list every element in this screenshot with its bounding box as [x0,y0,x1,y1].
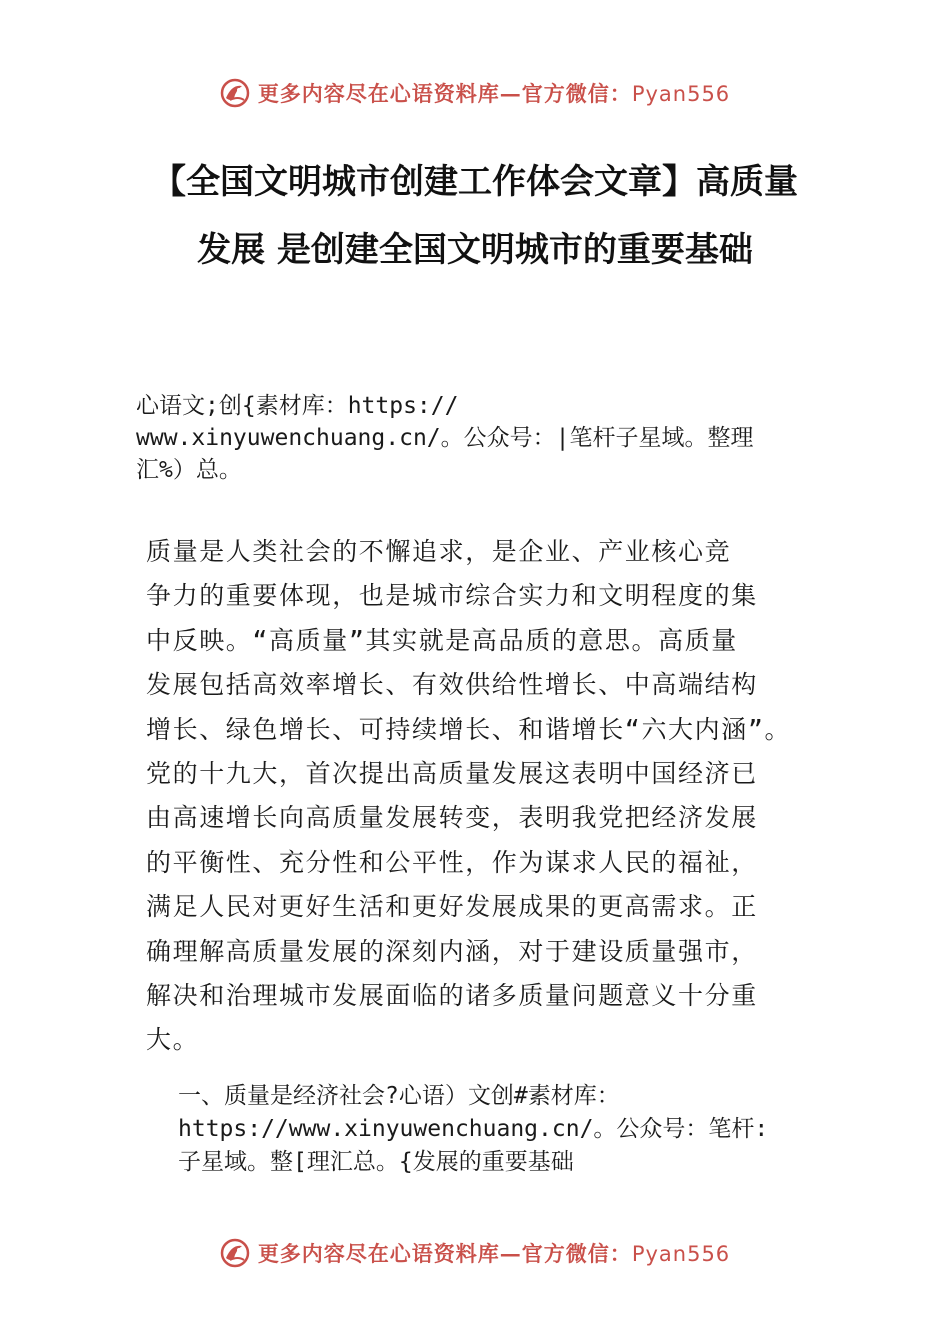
red-swirl-logo-icon [220,78,250,108]
body-line: 由高速增长向高质量发展转变，表明我党把经济发展 [146,803,758,833]
section-line-3: 子星域。整[理汇总。{发展的重要基础 [178,1149,574,1175]
document-title [110,148,840,284]
body-line: 争力的重要体现，也是城市综合实力和文明程度的集 [146,581,758,611]
body-line: 党的十九大，首次提出高质量发展这表明中国经济已 [146,759,758,789]
footer-banner-text [258,1238,730,1268]
intro-line-1: 心语文;创{素材库：https:// [136,393,459,419]
header-banner [0,73,950,113]
title-line-2: 发展 是创建全国文明城市的重要基础 [197,230,753,270]
header-banner-text [258,78,730,108]
body-line: 中反映。“高质量”其实就是高品质的意思。高质量 [146,625,738,655]
footer-banner-handle: Pyan556 [631,1242,731,1266]
red-swirl-logo-icon [220,1238,250,1268]
body-line: 满足人民对更好生活和更好发展成果的更高需求。正 [146,892,758,922]
section-heading [178,1080,838,1179]
footer-banner [0,1233,950,1273]
body-line: 增长、绿色增长、可持续增长、和谐增长“六大内涵”。 [146,714,792,744]
body-line: 确理解高质量发展的深刻内涵，对于建设质量强市， [146,936,758,966]
intro-line-3: 汇%）总。 [136,457,242,483]
header-banner-label: 更多内容尽在心语资料库—官方微信： [257,81,632,106]
intro-line-2: www.xinyuwenchuang.cn/。公众号：|笔杆子星域。整理 [136,425,754,451]
header-banner-handle: Pyan556 [631,82,731,106]
section-line-2: https://www.xinyuwenchuang.cn/。公众号：笔杆: [178,1116,769,1142]
body-line: 解决和治理城市发展面临的诸多质量问题意义十分重 [146,981,758,1011]
body-paragraph [146,530,816,1063]
section-line-1: 一、质量是经济社会?心语）文创#素材库： [178,1083,620,1109]
intro-source-note [136,390,846,486]
body-line: 发展包括高效率增长、有效供给性增长、中高端结构 [146,670,758,700]
title-line-1: 【全国文明城市创建工作体会文章】高质量 [152,162,798,202]
body-line: 大。 [146,1025,200,1055]
body-line: 质量是人类社会的不懈追求，是企业、产业核心竞 [146,537,732,566]
body-line: 的平衡性、充分性和公平性，作为谋求人民的福祉， [146,847,758,877]
footer-banner-label: 更多内容尽在心语资料库—官方微信： [257,1241,632,1266]
